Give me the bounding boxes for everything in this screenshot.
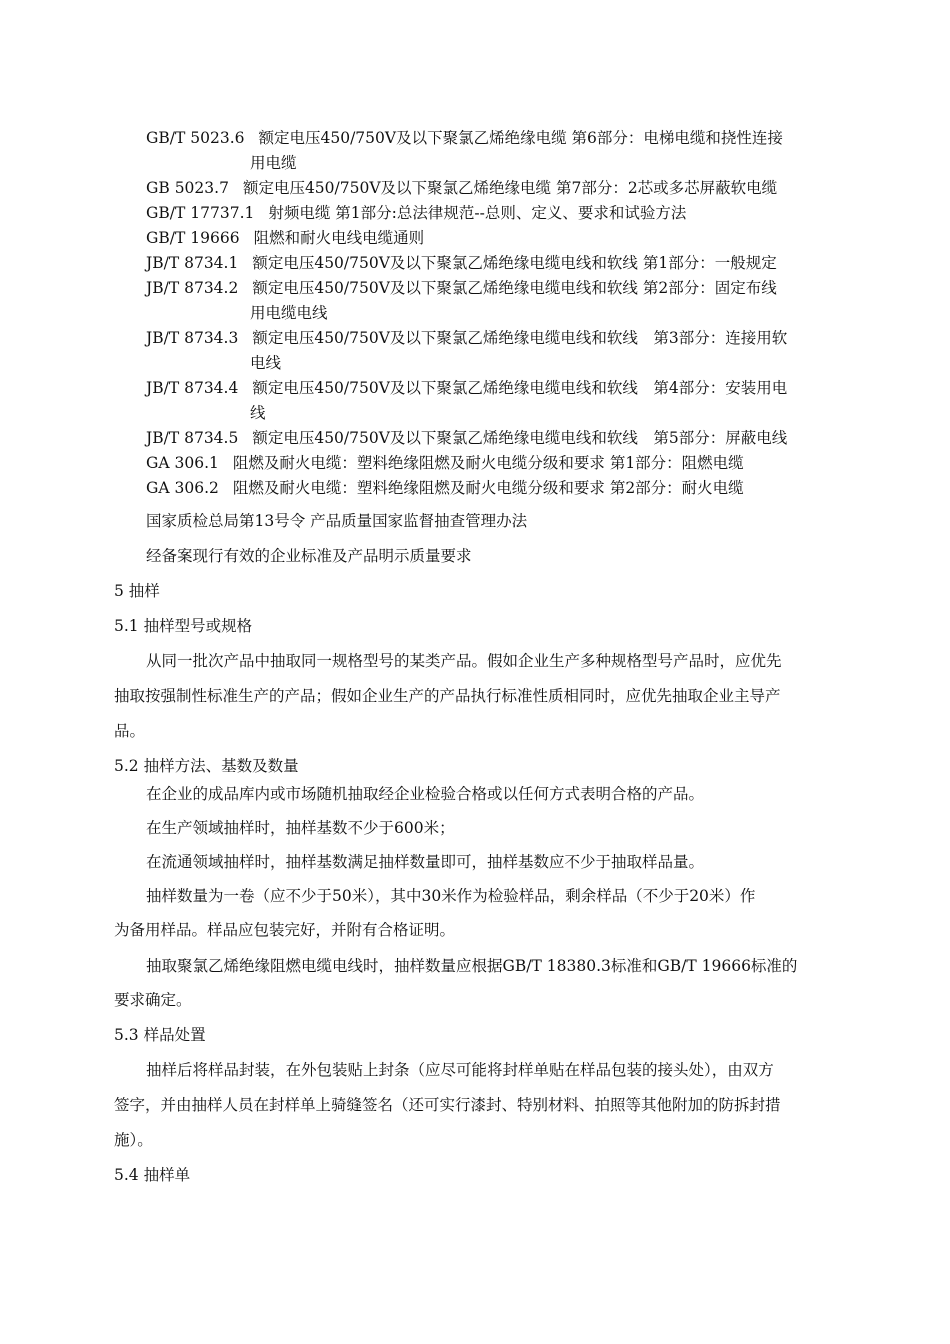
reference-item — [146, 378, 787, 398]
reference-title: 额定电压450/750V及以下聚氯乙烯绝缘电缆电线和软线 第5部分：屏蔽电线 — [252, 429, 788, 447]
reference-title: 阻燃和耐火电线电缆通则 — [253, 229, 425, 247]
paragraph-line: 签字，并由抽样人员在封样单上骑缝签名（还可实行漆封、特别材料、拍照等其他附加的防拆封措 — [114, 1096, 781, 1114]
reference-title: 额定电压450/750V及以下聚氯乙烯绝缘电缆电线和软线 第4部分：安装用电 — [252, 379, 788, 397]
paragraph-line: 在流通领域抽样时，抽样基数满足抽样数量即可，抽样基数应不少于抽取样品量。 — [146, 853, 705, 871]
reference-title: 额定电压450/750V及以下聚氯乙烯绝缘电缆电线和软线 第3部分：连接用软 — [252, 329, 788, 347]
subsection-heading: 5.2 抽样方法、基数及数量 — [114, 757, 299, 775]
reference-item — [146, 203, 686, 223]
reference-title: 射频电缆 第1部分:总法律规范--总则、定义、要求和试验方法 — [268, 204, 687, 222]
reference-title: 阻燃及耐火电缆：塑料绝缘阻燃及耐火电缆分级和要求 第1部分：阻燃电缆 — [232, 454, 744, 472]
extra-reference: 国家质检总局第13号令 产品质量国家监督抽查管理办法 — [146, 512, 528, 530]
paragraph-line: 抽取聚氯乙烯绝缘阻燃电缆电线时，抽样数量应根据GB/T 18380.3标准和GB/T 19666标准的 — [146, 957, 798, 975]
reference-title: 额定电压450/750V及以下聚氯乙烯绝缘电缆电线和软线 第2部分：固定布线 — [252, 279, 777, 297]
reference-item — [146, 428, 787, 448]
reference-item — [146, 278, 777, 298]
reference-item — [146, 328, 787, 348]
reference-title: 阻燃及耐火电缆：塑料绝缘阻燃及耐火电缆分级和要求 第2部分：耐火电缆 — [232, 479, 744, 497]
paragraph-line: 抽取按强制性标准生产的产品；假如企业生产的产品执行标准性质相同时，应优先抽取企业主导产 — [114, 687, 781, 705]
reference-item — [146, 128, 783, 148]
reference-item — [146, 453, 744, 473]
paragraph-line: 为备用样品。样品应包装完好，并附有合格证明。 — [114, 921, 456, 939]
paragraph-line: 要求确定。 — [114, 991, 192, 1009]
subsection-heading: 5.3 样品处置 — [114, 1026, 206, 1044]
paragraph-line: 在企业的成品库内或市场随机抽取经企业检验合格或以任何方式表明合格的产品。 — [146, 785, 705, 803]
paragraph-line: 在生产领域抽样时，抽样基数不少于600米； — [146, 819, 455, 837]
reference-continuation: 用电缆电线 — [250, 304, 328, 322]
reference-code: GB/T 5023.6 — [146, 129, 245, 147]
reference-continuation: 线 — [250, 404, 266, 422]
reference-continuation: 用电缆 — [250, 154, 297, 172]
reference-item — [146, 228, 424, 248]
reference-item — [146, 178, 777, 198]
reference-title: 额定电压450/750V及以下聚氯乙烯绝缘电缆 第6部分：电梯电缆和挠性连接 — [258, 129, 783, 147]
reference-code: GA 306.2 — [146, 479, 219, 497]
reference-title: 额定电压450/750V及以下聚氯乙烯绝缘电缆 第7部分：2芯或多芯屏蔽软电缆 — [242, 179, 778, 197]
paragraph-line: 施）。 — [114, 1131, 153, 1149]
reference-code: JB/T 8734.5 — [146, 429, 239, 447]
subsection-heading: 5.1 抽样型号或规格 — [114, 617, 253, 635]
subsection-heading: 5.4 抽样单 — [114, 1166, 191, 1184]
reference-code: GB/T 17737.1 — [146, 204, 255, 222]
reference-code: JB/T 8734.3 — [146, 329, 239, 347]
paragraph-line: 抽样后将样品封装，在外包装贴上封条（应尽可能将封样单贴在样品包装的接头处），由双方 — [146, 1061, 774, 1079]
reference-code: GB 5023.7 — [146, 179, 229, 197]
reference-code: JB/T 8734.4 — [146, 379, 239, 397]
paragraph-line: 抽样数量为一卷（应不少于50米），其中30米作为检验样品，剩余样品（不少于20米）作 — [146, 887, 756, 905]
reference-item — [146, 253, 777, 273]
reference-code: GA 306.1 — [146, 454, 219, 472]
extra-reference: 经备案现行有效的企业标准及产品明示质量要求 — [146, 547, 472, 565]
reference-item — [146, 478, 744, 498]
reference-title: 额定电压450/750V及以下聚氯乙烯绝缘电缆电线和软线 第1部分：一般规定 — [252, 254, 777, 272]
reference-code: JB/T 8734.1 — [146, 254, 239, 272]
paragraph-line: 从同一批次产品中抽取同一规格型号的某类产品。假如企业生产多种规格型号产品时，应优先 — [146, 652, 782, 670]
reference-continuation: 电线 — [250, 354, 282, 372]
paragraph-line: 品。 — [114, 722, 146, 740]
reference-code: GB/T 19666 — [146, 229, 240, 247]
reference-code: JB/T 8734.2 — [146, 279, 239, 297]
section-heading: 5 抽样 — [114, 582, 160, 600]
